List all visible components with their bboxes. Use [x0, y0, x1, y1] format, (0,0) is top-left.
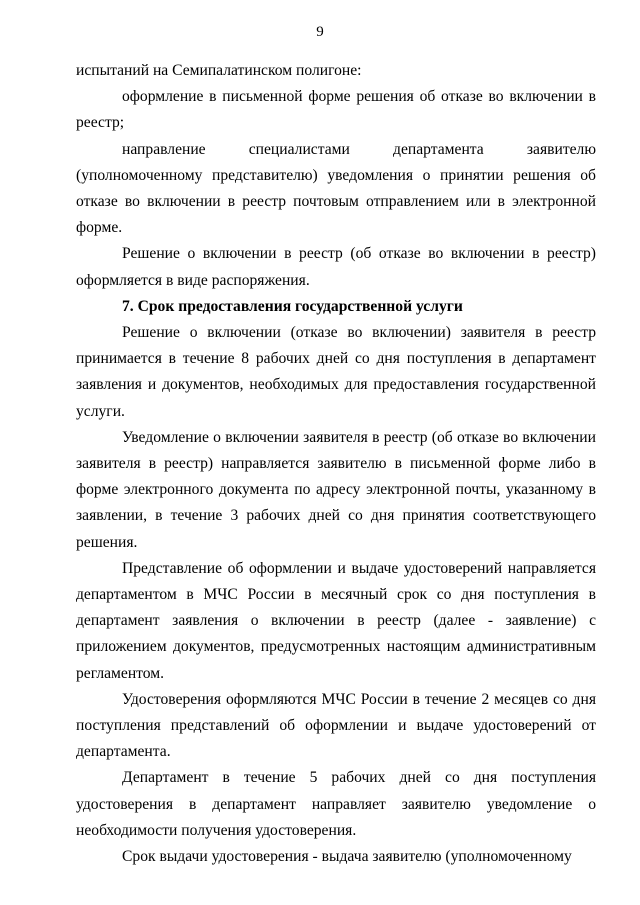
paragraph-continuation: испытаний на Семипалатинском полигоне:	[76, 62, 362, 79]
section-heading: 7. Срок предоставления государственной услуги	[122, 297, 463, 315]
paragraph-issuance-term: Срок выдачи удостоверения - выдача заявителю (уполномоченному	[122, 848, 572, 866]
paragraph-refusal-form: оформление в письменной форме решения об отказе во включении в реестр;	[76, 88, 596, 132]
paragraph-decision-form: Решение о включении в реестр (об отказе во включении в реестр) оформляется в виде распоряжения.	[76, 245, 596, 289]
paragraph-notification-term: Уведомление о включении заявителя в реестр (об отказе во включении заявителя в реестр) направляется заявителю в письменной форме либо в форме электронного документа по адресу электронной почты, указанному в заявлении, в течение 3 рабочих дней со дня принятия соответствующего решения.	[76, 428, 596, 551]
paragraph-decision-term: Решение о включении (отказе во включении) заявителя в реестр принимается в течение 8 рабочих дней со дня поступления в департамент заявления и документов, необходимых для предоставления государственной услуги.	[76, 324, 596, 420]
document-body	[76, 58, 596, 870]
paragraph-notification-sending: направление специалистами департамента заявителю (уполномоченному представителю) уведомления о принятии решения об отказе во включении в реестр почтовым отправлением или в электронной форме.	[76, 140, 596, 237]
paragraph-department-notice: Департамент в течение 5 рабочих дней со дня поступления удостоверения в департамент направляет заявителю уведомление о необходимости получения удостоверения.	[76, 769, 596, 839]
page-number: 9	[316, 24, 324, 40]
paragraph-submission-term: Представление об оформлении и выдаче удостоверений направляется департаментом в МЧС России в месячный срок со дня поступления в департамент заявления о включении в реестр (далее - заявление) с приложением документов, предусмотренных настоящим административным регламентом.	[76, 559, 596, 682]
paragraph-certificate-term: Удостоверения оформляются МЧС России в течение 2 месяцев со дня поступления представлений об оформлении и выдаче удостоверений от департамента.	[76, 690, 596, 761]
